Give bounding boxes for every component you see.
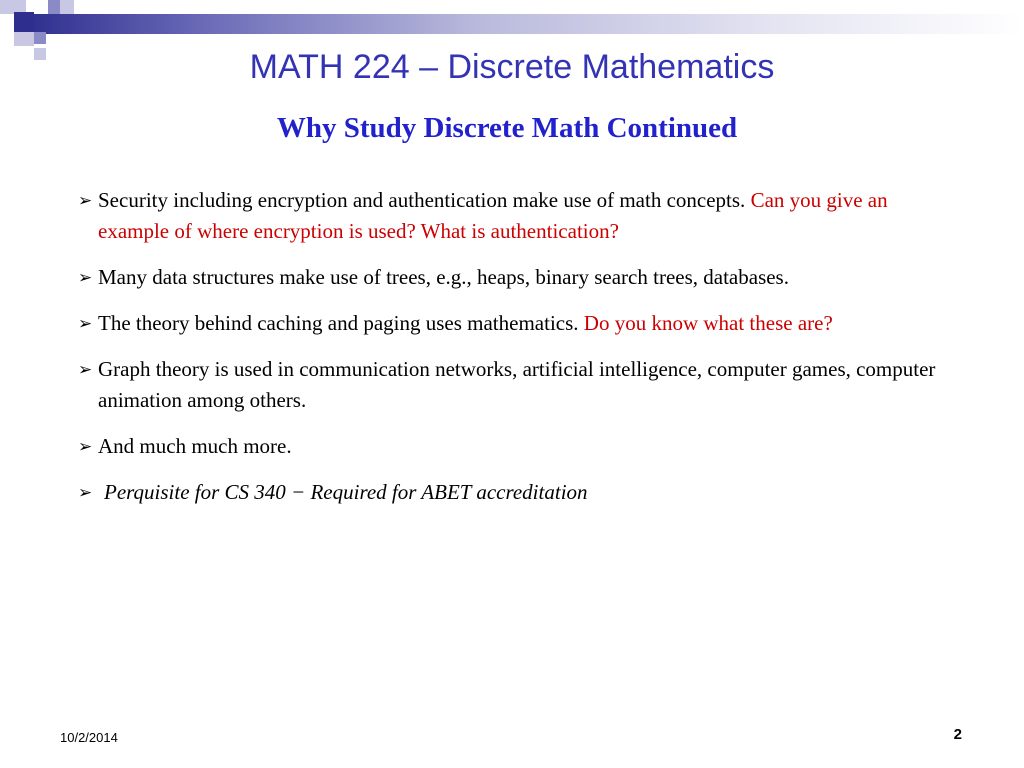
decor-square xyxy=(60,0,74,14)
decor-square xyxy=(34,0,48,14)
bullet-question: Can you give an example of where encryption is used? What is authentication? xyxy=(98,188,888,243)
bullet-text: Perquisite for CS 340 − Required for ABET accreditation xyxy=(104,480,588,504)
bullet-text: Many data structures make use of trees, e.g., heaps, binary search trees, databases. xyxy=(98,265,789,289)
arrow-bullet-icon: ➢ xyxy=(78,268,93,287)
slide-title: MATH 224 – Discrete Mathematics xyxy=(249,48,775,86)
arrow-bullet-icon: ➢ xyxy=(78,191,93,210)
bullet-text: And much much more. xyxy=(98,434,292,458)
bullet-item xyxy=(78,185,958,247)
bullet-question: Do you know what these are? xyxy=(583,311,833,335)
bullet-item xyxy=(78,431,958,462)
bullet-item xyxy=(78,308,958,339)
bullet-item xyxy=(78,477,958,508)
decor-square xyxy=(14,32,34,46)
decor-square xyxy=(34,32,46,44)
arrow-bullet-icon: ➢ xyxy=(78,360,93,379)
decor-square xyxy=(14,12,34,32)
arrow-bullet-icon: ➢ xyxy=(78,483,93,502)
arrow-bullet-icon: ➢ xyxy=(78,314,93,333)
slide-subtitle: Why Study Discrete Math Continued xyxy=(276,112,738,144)
arrow-bullet-icon: ➢ xyxy=(78,437,93,456)
bullet-text: The theory behind caching and paging uses mathematics. xyxy=(98,311,584,335)
bullet-item xyxy=(78,354,958,416)
bullet-text: Graph theory is used in communication networks, artificial intelligence, computer games, computer animation among others. xyxy=(98,357,936,412)
bullet-item xyxy=(78,262,958,293)
page-number: 2 xyxy=(953,726,962,743)
footer-date: 10/2/2014 xyxy=(60,730,118,745)
header-gradient-band xyxy=(26,14,1024,34)
bullet-text: Security including encryption and authentication make use of math concepts. xyxy=(98,188,751,212)
bullet-list xyxy=(78,185,958,523)
